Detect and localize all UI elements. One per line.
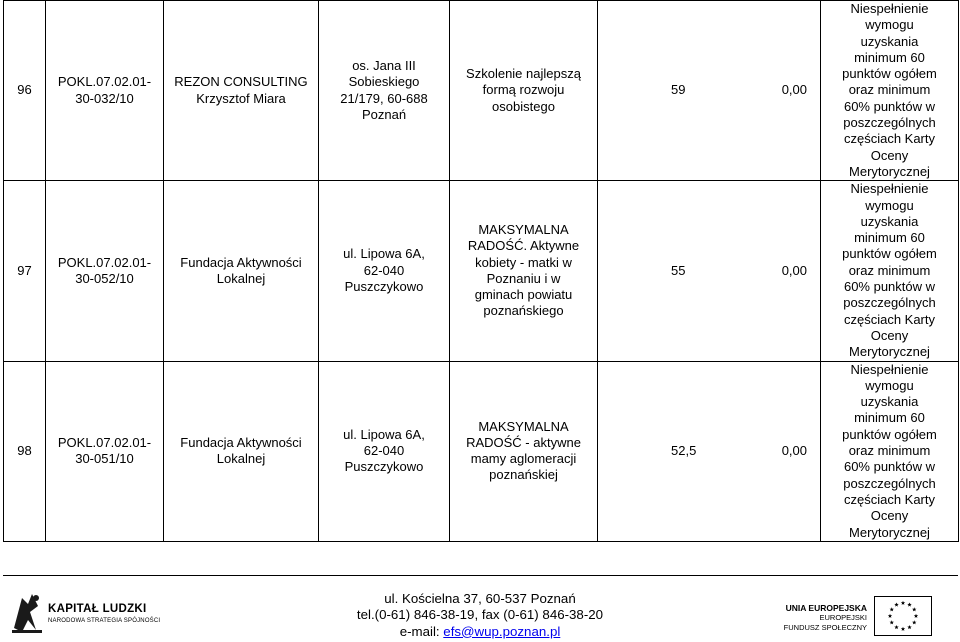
project-title <box>450 361 598 541</box>
organization-name-line: Lokalnej <box>216 270 266 286</box>
footer-email-label: e-mail: <box>399 623 444 639</box>
organization-address-line: 62-040 <box>363 443 405 459</box>
rejection-reason-line: minimum 60 <box>854 49 925 65</box>
rejection-reason <box>821 361 959 541</box>
organization-address <box>319 361 450 541</box>
organization-address-line: os. Jana III <box>352 58 416 74</box>
project-title-line: MAKSYMALNA <box>478 222 569 237</box>
rejection-reason-line: Niespełnienie <box>850 361 929 377</box>
rejection-reason-line: wymogu <box>865 197 914 213</box>
organization-address-line: Sobieskiego <box>348 74 420 90</box>
project-code <box>46 1 164 181</box>
eu-flag-icon <box>874 596 932 636</box>
rejection-reason-line: wymogu <box>865 377 914 393</box>
rejection-reason-line: poszczególnych <box>843 115 936 131</box>
table-row <box>4 361 959 541</box>
kapital-ludzki-subtitle: NARODOWA STRATEGIA SPÓJNOŚCI <box>48 618 161 624</box>
organization-address-line: ul. Lipowa 6A, <box>343 426 425 442</box>
project-title-line: RADOŚĆ - aktywne <box>466 434 581 450</box>
rejection-reason-line: częściach Karty <box>843 491 936 507</box>
project-code <box>46 361 164 541</box>
project-code-line: POKL.07.02.01- <box>57 254 152 270</box>
rejection-reason-line: częściach Karty <box>843 311 936 327</box>
points-value: 55 <box>671 262 686 278</box>
rejection-reason-line: Merytorycznej <box>849 524 930 540</box>
footer-divider <box>3 575 958 576</box>
project-title-line: poznańskiego <box>483 303 564 319</box>
project-title-line: RADOŚĆ. Aktywne <box>467 238 580 254</box>
rejection-reason-line: poszczególnych <box>843 295 936 311</box>
project-code-line: 30-051/10 <box>75 451 134 467</box>
points-value: 52,5 <box>671 443 697 459</box>
rejection-reason-line: uzyskania <box>860 33 919 49</box>
eu-line2: EUROPEJSKI <box>819 613 867 622</box>
amount-value: 0,00 <box>781 82 807 98</box>
rejection-reason-line: wymogu <box>865 17 914 33</box>
organization-address-line: Poznań <box>361 106 407 122</box>
project-title-line: gminach powiatu <box>474 287 573 303</box>
footer-street: ul. Kościelna 37, 60-537 Poznań <box>384 591 576 606</box>
rejection-reason-line: Niespełnienie <box>850 181 929 197</box>
score-values <box>601 82 817 98</box>
project-code-line: POKL.07.02.01- <box>57 434 152 450</box>
organization-name-line: Fundacja Aktywności <box>180 254 302 270</box>
organization-address-line: 62-040 <box>363 262 405 278</box>
score-values <box>601 443 817 459</box>
organization-name-line: Lokalnej <box>216 451 266 467</box>
organization-address <box>319 1 450 181</box>
project-title-line: Poznaniu i w <box>486 270 561 286</box>
project-code-line: 30-032/10 <box>75 90 134 106</box>
eu-line3: FUNDUSZ SPOŁECZNY <box>783 623 867 632</box>
row-number: 96 <box>4 1 46 181</box>
eu-line1: UNIA EUROPEJSKA <box>785 603 867 613</box>
project-title-line: kobiety - matki w <box>475 254 572 270</box>
footer-email-line <box>330 624 630 640</box>
project-title-line: poznańskiej <box>489 467 558 483</box>
rejection-reason-line: punktów ogółem <box>842 66 937 82</box>
rejection-reason-line: Merytorycznej <box>849 163 930 179</box>
score-values <box>601 263 817 279</box>
project-title <box>450 1 598 181</box>
project-title-line: MAKSYMALNA <box>478 418 569 434</box>
rejection-reason-line: Merytorycznej <box>849 344 930 360</box>
organization-address-line: 21/179, 60-688 <box>340 90 428 106</box>
organization-address-line: Puszczykowo <box>344 459 424 475</box>
results-table <box>3 0 959 542</box>
footer-address <box>330 591 630 640</box>
rejection-reason-line: Oceny <box>870 147 909 163</box>
rejection-reason-line: uzyskania <box>860 394 919 410</box>
rejection-reason <box>821 181 959 361</box>
rejection-reason-line: 60% punktów w <box>843 459 936 475</box>
score-cell <box>598 361 821 541</box>
points-value: 59 <box>671 82 686 98</box>
row-number: 97 <box>4 181 46 361</box>
project-title-line: osobistego <box>492 98 555 114</box>
organization-name <box>164 1 319 181</box>
project-title-line: formą rozwoju <box>482 82 565 98</box>
eu-logo-text <box>755 603 867 633</box>
rejection-reason-line: 60% punktów w <box>843 98 936 114</box>
amount-value: 0,00 <box>781 443 807 459</box>
project-title-line: mamy aglomeracji <box>470 451 577 467</box>
rejection-reason-line: minimum 60 <box>854 410 925 426</box>
rejection-reason-line: punktów ogółem <box>842 246 937 262</box>
organization-name-line: REZON CONSULTING <box>174 74 308 90</box>
rejection-reason-line: częściach Karty <box>843 131 936 147</box>
rejection-reason-line: uzyskania <box>860 213 919 229</box>
rejection-reason-line: oraz minimum <box>848 443 931 459</box>
project-code <box>46 181 164 361</box>
organization-name <box>164 181 319 361</box>
organization-name-line: Krzysztof Miara <box>196 90 286 106</box>
rejection-reason-line: minimum 60 <box>854 230 925 246</box>
organization-name <box>164 361 319 541</box>
organization-address-line: ul. Lipowa 6A, <box>343 246 425 262</box>
rejection-reason-line: Oceny <box>870 327 909 343</box>
rejection-reason <box>821 1 959 181</box>
project-code-line: 30-052/10 <box>75 270 134 286</box>
rejection-reason-line: oraz minimum <box>848 82 931 98</box>
footer-email-link[interactable]: efs@wup.poznan.pl <box>443 623 561 639</box>
kapital-ludzki-title: KAPITAŁ LUDZKI <box>48 603 147 615</box>
score-cell <box>598 1 821 181</box>
footer-phone: tel.(0-61) 846-38-19, fax (0-61) 846-38-20 <box>356 607 604 623</box>
rejection-reason-line: poszczególnych <box>843 475 936 491</box>
rejection-reason-line: punktów ogółem <box>842 426 937 442</box>
project-code-line: POKL.07.02.01- <box>57 74 152 90</box>
rejection-reason-line: oraz minimum <box>848 262 931 278</box>
organization-address <box>319 181 450 361</box>
table-row <box>4 1 959 181</box>
project-title-line: Szkolenie najlepszą <box>466 66 581 82</box>
rejection-reason-line: Niespełnienie <box>850 1 929 16</box>
rejection-reason-line: 60% punktów w <box>843 279 936 295</box>
organization-address-line: Puszczykowo <box>344 279 424 295</box>
table-row <box>4 181 959 361</box>
amount-value: 0,00 <box>781 262 807 278</box>
score-cell <box>598 181 821 361</box>
rejection-reason-line: Oceny <box>870 508 909 524</box>
project-title <box>450 181 598 361</box>
row-number: 98 <box>4 361 46 541</box>
organization-name-line: Fundacja Aktywności <box>180 434 302 450</box>
